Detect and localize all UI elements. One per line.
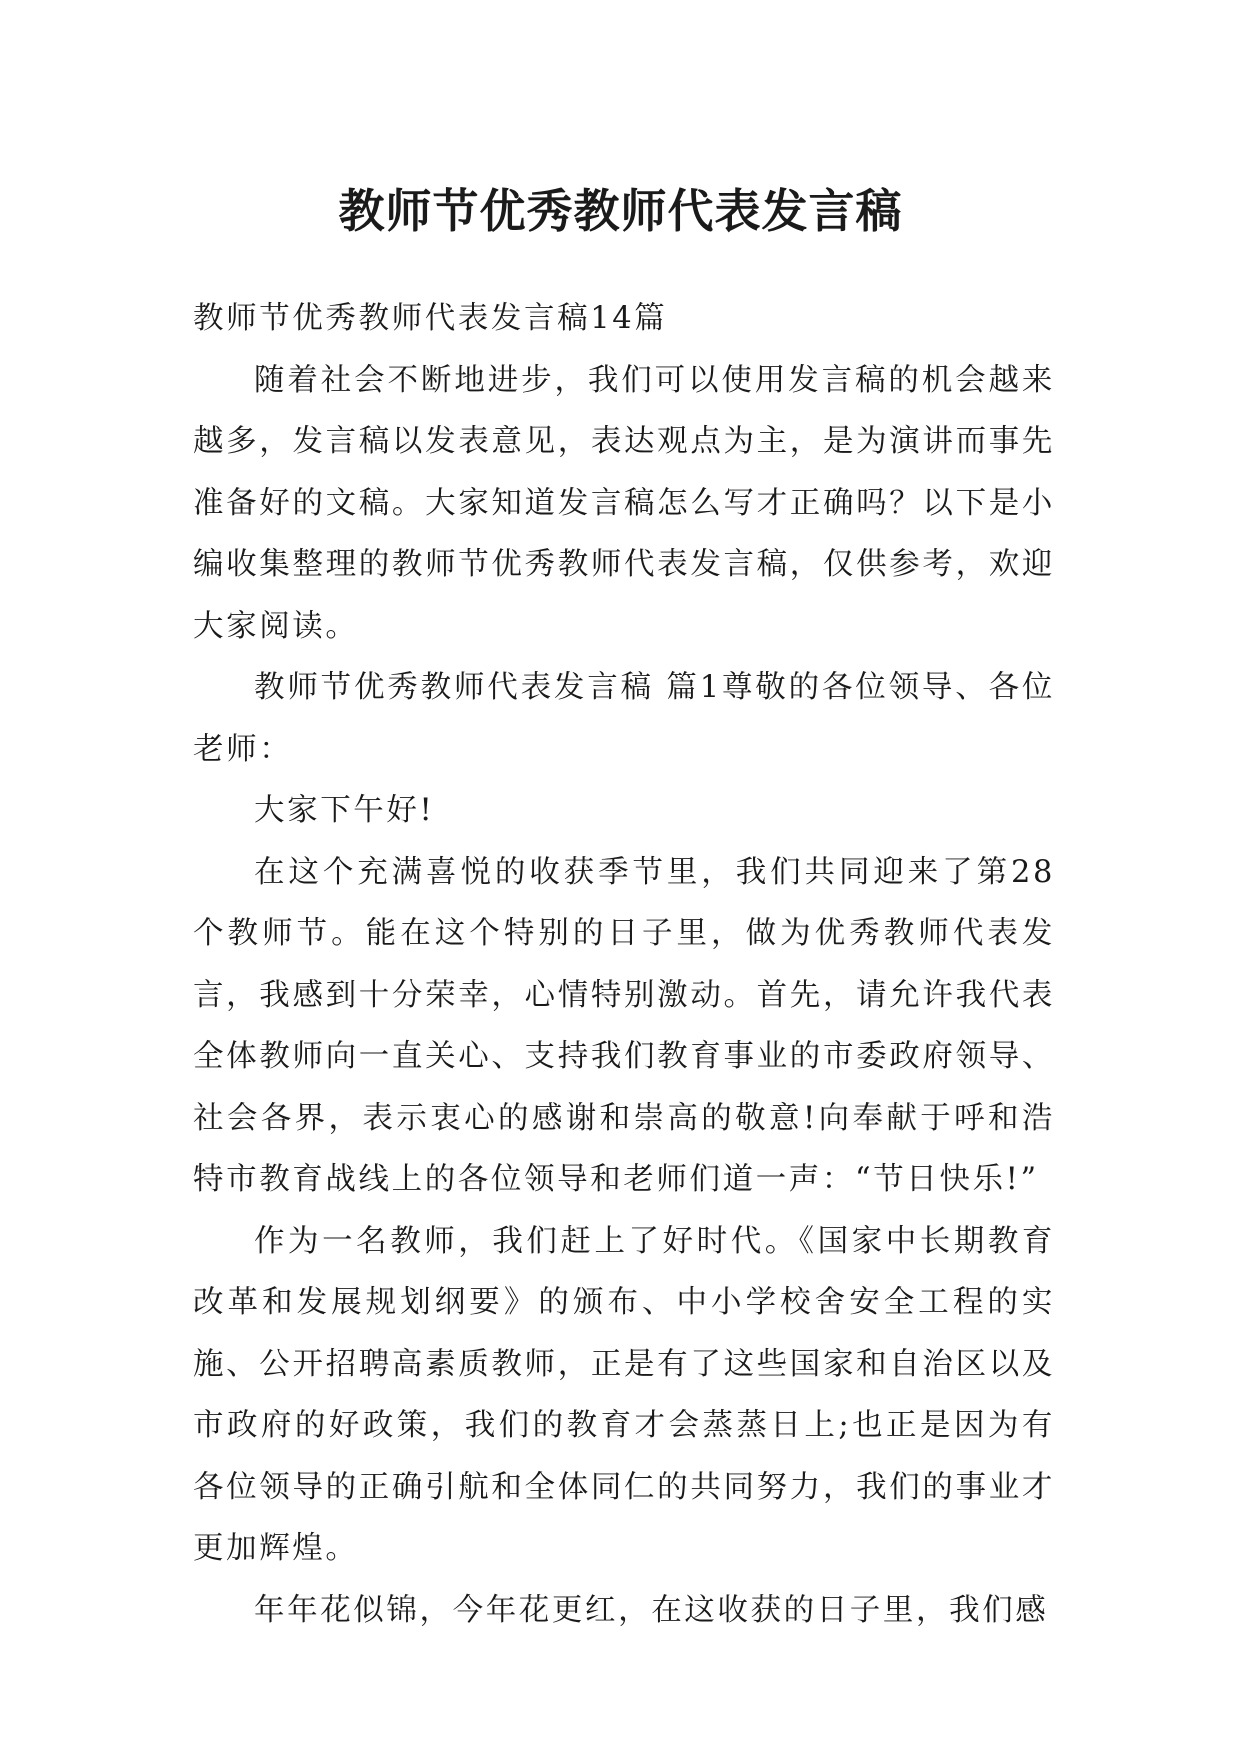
paragraph-teachers-day: 在这个充满喜悦的收获季节里，我们共同迎来了第28个教师节。能在这个特别的日子里，做为优秀教师代表发言，我感到十分荣幸，心情特别激动。首先，请允许我代表全体教师向一直关心、支持我们教育事业的市委政府领导、社会各界，表示衷心的感谢和崇高的敬意!向奉献于呼和浩特市教育战线上的各位领导和老师们道一声：“节日快乐!” (193, 854, 1055, 1197)
paragraph-salutation: 教师节优秀教师代表发言稿 篇1尊敬的各位领导、各位老师： (193, 670, 1055, 767)
document-subtitle: 教师节优秀教师代表发言稿14篇 (193, 301, 668, 336)
paragraph-harvest: 年年花似锦，今年花更红，在这收获的日子里，我们感 (254, 1592, 1049, 1628)
paragraph-intro: 随着社会不断地进步，我们可以使用发言稿的机会越来越多，发言稿以发表意见，表达观点为主，是为演讲而事先准备好的文稿。大家知道发言稿怎么写才正确吗？以下是小编收集整理的教师节优秀教师代表发言稿，仅供参考，欢迎大家阅读。 (193, 362, 1055, 644)
paragraph-good-era: 作为一名教师，我们赶上了好时代。《国家中长期教育改革和发展规划纲要》的颁布、中小学校舍安全工程的实施、公开招聘高素质教师，正是有了这些国家和自治区以及市政府的好政策，我们的教育才会蒸蒸日上;也正是因为有各位领导的正确引航和全体同仁的共同努力，我们的事业才更加辉煌。 (193, 1223, 1055, 1566)
document-body (193, 288, 1055, 1641)
paragraph-greeting: 大家下午好! (254, 793, 435, 828)
document-title: 教师节优秀教师代表发言稿 (338, 183, 903, 238)
